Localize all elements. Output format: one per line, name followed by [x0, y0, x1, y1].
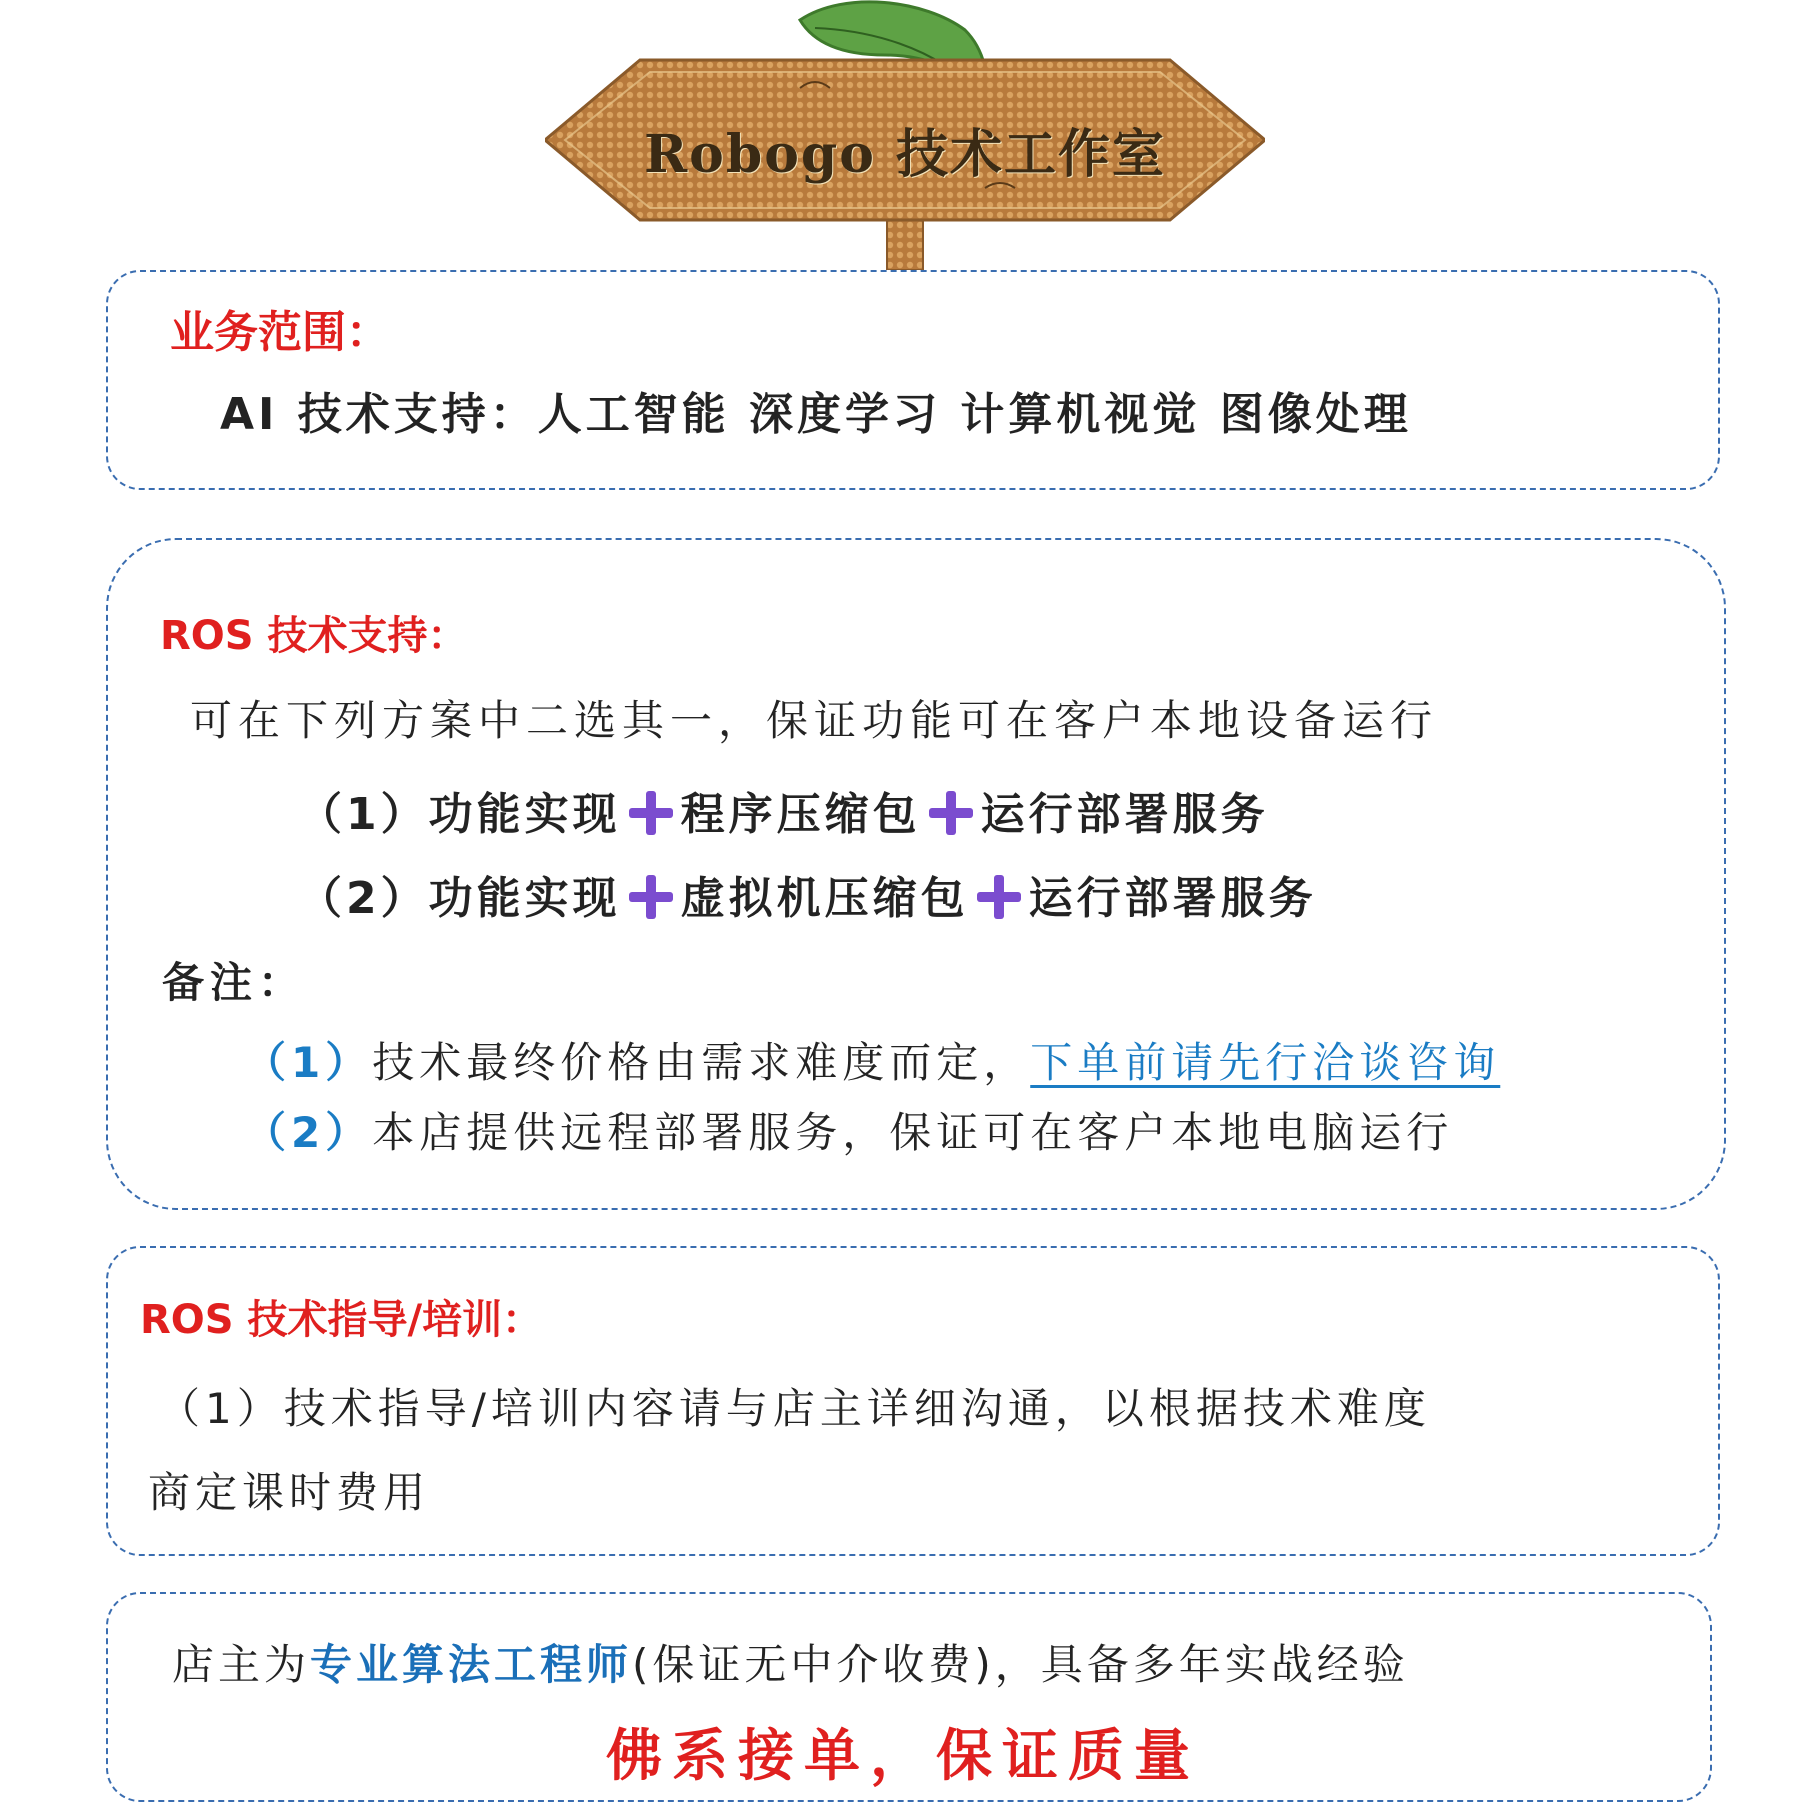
option-part2: 程序压缩包 — [680, 789, 921, 840]
option-number: （1） — [298, 789, 429, 840]
ros-training-line1: （1）技术指导/培训内容请与店主详细沟通，以根据技术难度 — [158, 1384, 1431, 1433]
ros-support-heading: ROS 技术支持： — [160, 613, 468, 659]
note-text: 技术最终价格由需求难度而定， — [372, 1038, 1031, 1087]
business-scope-text: AI 技术支持：人工智能 深度学习 计算机视觉 图像处理 — [220, 389, 1412, 440]
ros-training-panel — [106, 1246, 1720, 1556]
plus-icon — [627, 873, 675, 921]
note-2 — [244, 1100, 1453, 1160]
ros-training-line2: 商定课时费用 — [148, 1468, 431, 1517]
business-scope-panel — [106, 270, 1720, 490]
notes-heading: 备注： — [162, 958, 307, 1007]
owner-slogan: 佛系接单，保证质量 — [606, 1724, 1200, 1789]
note-number: （1） — [244, 1038, 373, 1087]
plus-icon — [927, 789, 975, 837]
owner-highlight: 专业算法工程师 — [310, 1640, 633, 1689]
note-1 — [244, 1030, 1500, 1090]
ros-support-intro: 可在下列方案中二选其一，保证功能可在客户本地设备运行 — [190, 696, 1439, 745]
owner-line — [172, 1632, 1409, 1692]
note-number: （2） — [244, 1108, 373, 1157]
plus-icon — [627, 789, 675, 837]
option-part1: 功能实现 — [428, 789, 621, 840]
option-part3: 运行部署服务 — [1028, 873, 1317, 924]
note-text: 本店提供远程部署服务，保证可在客户本地电脑运行 — [372, 1108, 1454, 1157]
option-part2: 虚拟机压缩包 — [680, 873, 969, 924]
owner-prefix: 店主为 — [172, 1640, 311, 1689]
ros-option-2 — [298, 862, 1317, 926]
option-number: （2） — [298, 873, 429, 924]
header-sign — [545, 0, 1265, 270]
ros-option-1 — [298, 778, 1269, 842]
ros-support-panel — [106, 538, 1726, 1210]
ros-training-heading: ROS 技术指导/培训： — [140, 1297, 543, 1343]
consult-link[interactable]: 下单前请先行洽谈咨询 — [1030, 1038, 1501, 1087]
option-part1: 功能实现 — [428, 873, 621, 924]
business-scope-heading: 业务范围： — [170, 307, 390, 358]
option-part3: 运行部署服务 — [980, 789, 1269, 840]
owner-suffix: (保证无中介收费)，具备多年实战经验 — [632, 1640, 1409, 1689]
owner-panel — [106, 1592, 1712, 1802]
page-title: Robogo 技术工作室 — [643, 124, 1167, 185]
plus-icon — [975, 873, 1023, 921]
